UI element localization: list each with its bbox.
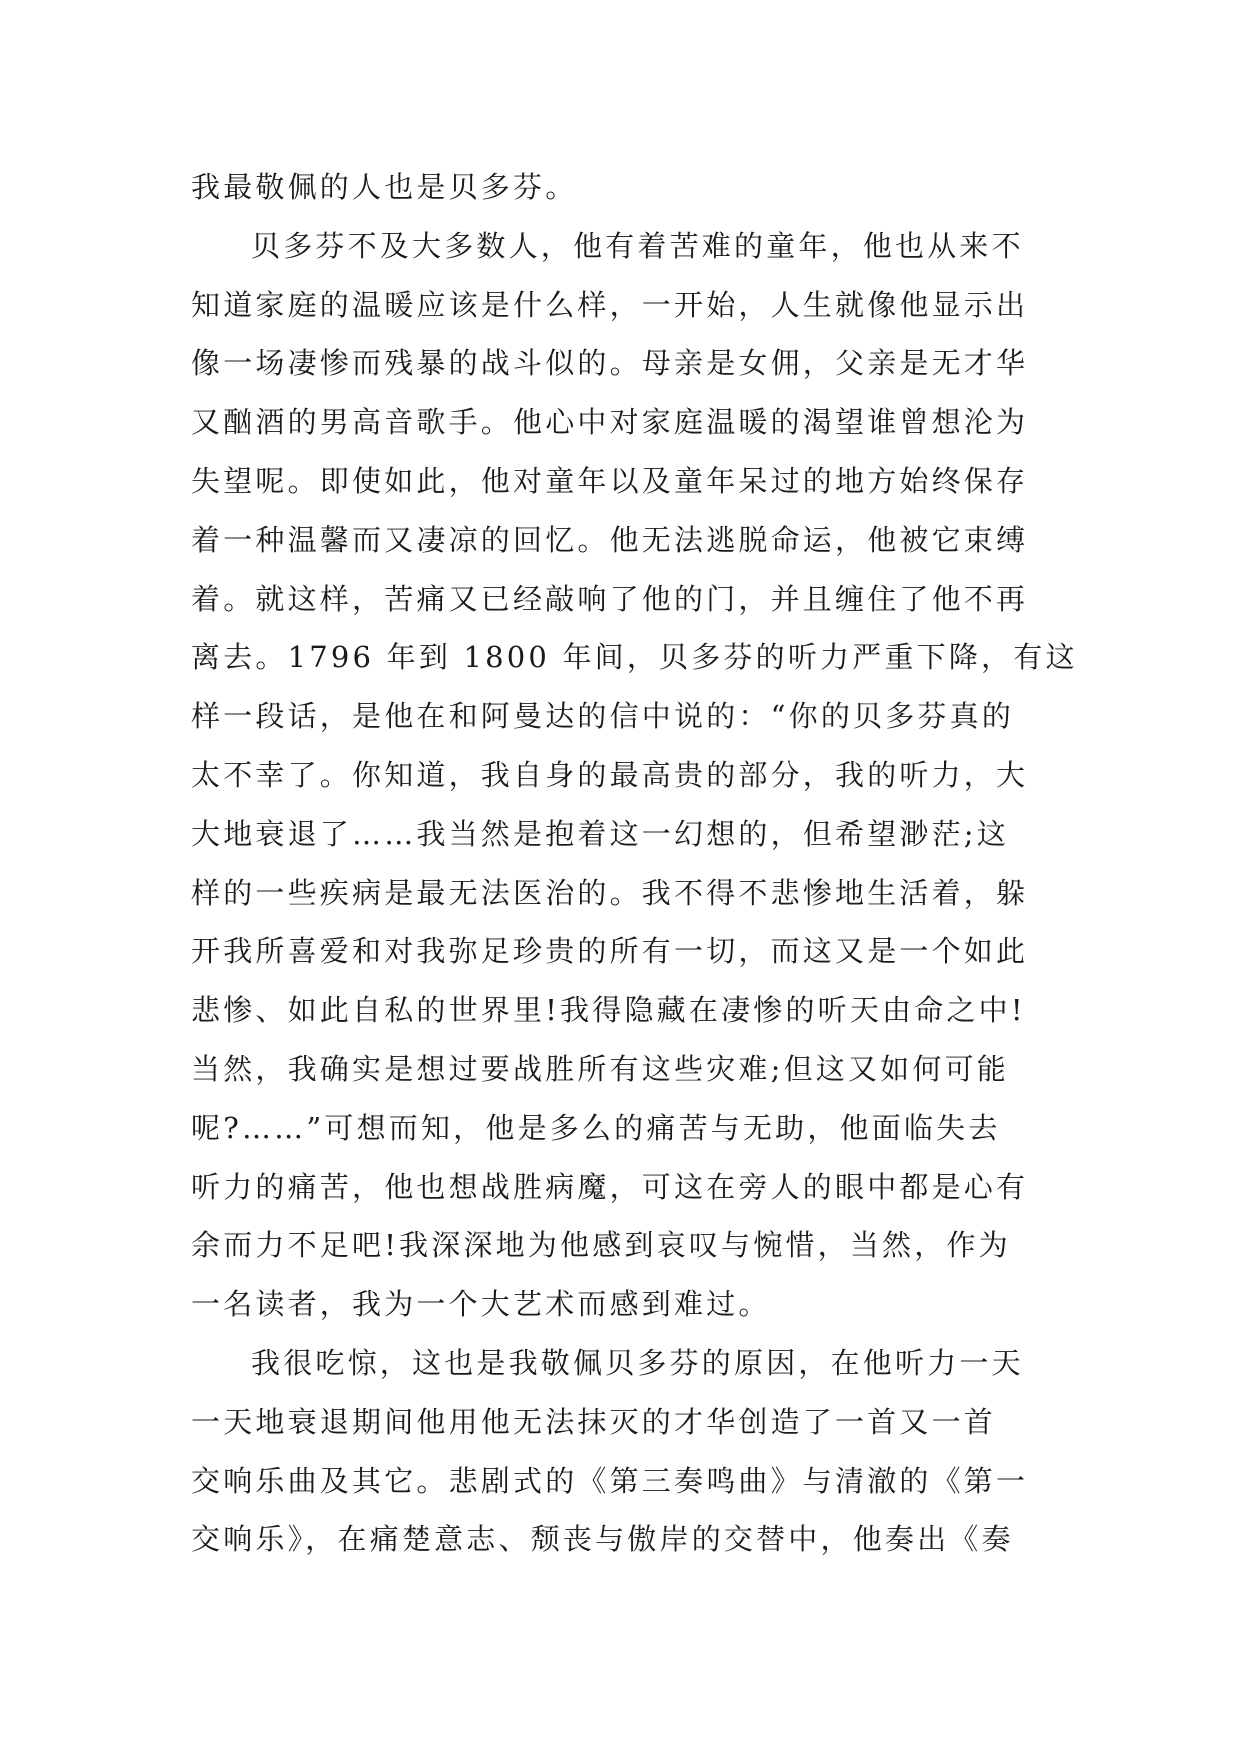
text-line: 开我所喜爱和对我弥足珍贵的所有一切，而这又是一个如此 — [191, 934, 1029, 969]
text-line: 交响乐曲及其它。悲剧式的《第三奏鸣曲》与清澈的《第一 — [191, 1463, 1029, 1498]
text-line: 着。就这样，苦痛又已经敲响了他的门，并且缠住了他不再 — [191, 581, 1029, 616]
text-line: 着一种温馨而又凄凉的回忆。他无法逃脱命运，他被它束缚 — [191, 522, 1029, 557]
text-line: 大地衰退了……我当然是抱着这一幻想的，但希望渺茫;这 — [191, 816, 1009, 851]
text-line: 样一段话，是他在和阿曼达的信中说的：“你的贝多芬真的 — [191, 699, 1015, 734]
text-line: 一天地衰退期间他用他无法抹灭的才华创造了一首又一首 — [191, 1404, 997, 1439]
text-line: 悲惨、如此自私的世界里!我得隐藏在凄惨的听天由命之中! — [191, 993, 1026, 1028]
text-line: 交响乐》，在痛楚意志、颓丧与傲岸的交替中，他奏出《奏 — [191, 1522, 1014, 1557]
text-line: 像一场凄惨而残暴的战斗似的。母亲是女佣，父亲是无才华 — [191, 346, 1029, 381]
text-line: 我很吃惊，这也是我敬佩贝多芬的原因，在他听力一天 — [251, 1345, 1024, 1380]
text-line: 一名读者，我为一个大艺术而感到难过。 — [191, 1287, 771, 1322]
text-line: 样的一些疾病是最无法医治的。我不得不悲惨地生活着，躲 — [191, 875, 1029, 910]
text-line: 贝多芬不及大多数人，他有着苦难的童年，他也从来不 — [251, 228, 1024, 263]
text-line: 知道家庭的温暖应该是什么样，一开始，人生就像他显示出 — [191, 287, 1029, 322]
text-line: 呢?……”可想而知，他是多么的痛苦与无助，他面临失去 — [191, 1110, 1001, 1145]
text-line: 余而力不足吧!我深深地为他感到哀叹与惋惜，当然，作为 — [191, 1228, 1011, 1263]
text-line: 我最敬佩的人也是贝多芬。 — [191, 170, 578, 204]
body-text — [191, 158, 1078, 1569]
text-line: 当然，我确实是想过要战胜所有这些灾难;但这又如何可能 — [191, 1051, 1009, 1086]
text-line: 又酗酒的男高音歌手。他心中对家庭温暖的渴望谁曾想沦为 — [191, 405, 1029, 440]
text-line: 失望呢。即使如此，他对童年以及童年呆过的地方始终保存 — [191, 463, 1029, 498]
text-line: 听力的痛苦，他也想战胜病魔，可这在旁人的眼中都是心有 — [191, 1169, 1029, 1204]
text-line: 离去。1796 年到 1800 年间，贝多芬的听力严重下降，有这 — [191, 640, 1078, 675]
text-line: 太不幸了。你知道，我自身的最高贵的部分，我的听力，大 — [191, 757, 1029, 792]
